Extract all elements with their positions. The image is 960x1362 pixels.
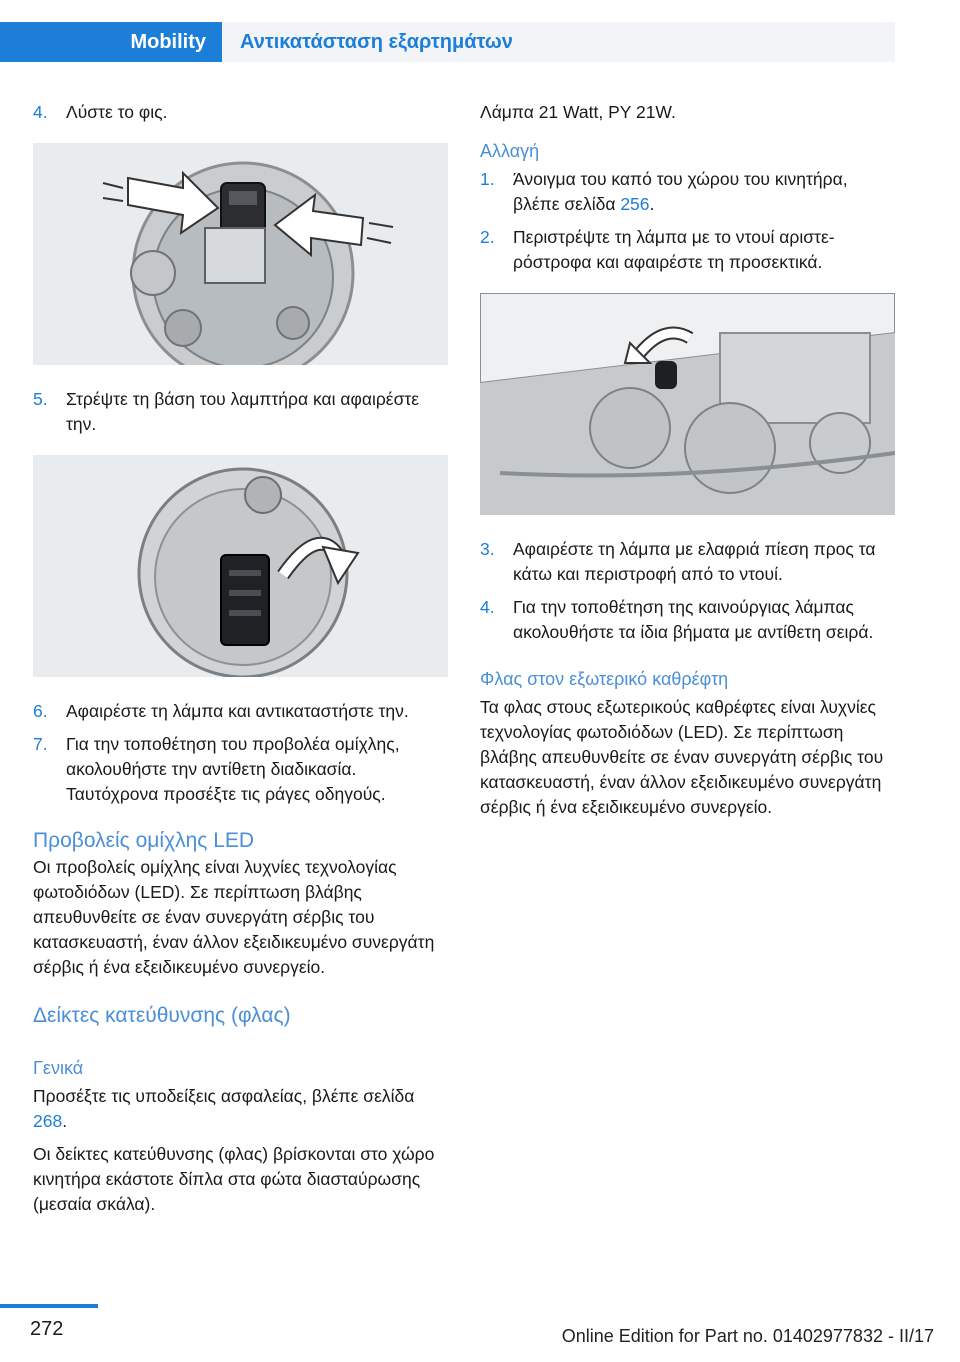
step-text: Άνοιγμα του καπό του χώρου του κινητήρα, βλέπε σελίδα 256. xyxy=(513,169,848,214)
page-link-256[interactable]: 256 xyxy=(620,194,650,214)
step-text: Για την τοποθέτηση του προβολέα ομίχλης, ακολουθήστε την αντίθετη διαδικασία. Ταυτόχρονα προσέξτε τις ράγες οδηγούς. xyxy=(66,734,400,804)
figure-engine-bay xyxy=(480,293,895,515)
step-number: 4. xyxy=(480,597,495,617)
mirror-signal-heading: Φλας στον εξωτερικό καθρέφτη xyxy=(480,669,729,689)
general-heading: Γενικά xyxy=(33,1058,84,1078)
step-number: 2. xyxy=(480,227,495,247)
connector-illustration xyxy=(33,143,448,365)
subsection-title: Αντικατάσταση εξαρτημάτων xyxy=(222,22,895,62)
step-text: Περιστρέψτε τη λάμπα με το ντουί αριστερόστροφα και αφαιρέστε τη προσεκτικά. xyxy=(513,227,835,272)
step-number: 5. xyxy=(33,389,48,409)
turn-signals-heading: Δείκτες κατεύθυνσης (φλας) xyxy=(33,1004,291,1027)
socket-illustration xyxy=(33,455,448,677)
step-2-rotate-bulb xyxy=(480,225,896,275)
step-number: 4. xyxy=(33,102,48,122)
step-3-remove-bulb xyxy=(480,537,896,587)
step-text: Για την τοποθέτηση της καινούργιας λάμπας ακολουθήστε τα ίδια βήματα με αντίθετη σειρά. xyxy=(513,597,874,642)
lamp-spec: Λάμπα 21 Watt, PY 21W. xyxy=(480,102,676,122)
step-text: Λύστε το φις. xyxy=(66,102,168,122)
footer-accent-bar xyxy=(0,1304,98,1308)
change-heading: Αλλαγή xyxy=(480,141,540,161)
step-number: 6. xyxy=(33,701,48,721)
step-4-unplug xyxy=(33,100,449,125)
step-1-open-hood xyxy=(480,167,896,217)
step-text: Στρέψτε τη βάση του λαμπτήρα και αφαιρέστε την. xyxy=(66,389,420,434)
right-column xyxy=(480,100,896,828)
mirror-signal-text: Τα φλας στους εξωτερικούς καθρέφτες είναι λυχνίες τεχνολογίας φωτοδιόδων (LED). Σε περίπτωση βλάβης απευθυνθείτε σε έναν συνεργάτη σέρβις του κατασκευαστή, έναν άλλον εξειδικευμένο συνεργάτη σέρβις ή ένα εξειδικευμένο συνεργείο. xyxy=(480,697,884,817)
turn-signal-location-text: Οι δείκτες κατεύθυνσης (φλας) βρίσκονται στο χώρο κινητήρα εκάστοτε δίπλα στα φώτα διασταύρωσης (μεσαία σκάλα). xyxy=(33,1144,435,1214)
step-number: 7. xyxy=(33,734,48,754)
fog-lights-text: Οι προβολείς ομίχλης είναι λυχνίες τεχνολογίας φωτοδιόδων (LED). Σε περίπτωση βλάβης απευθυνθείτε σε έναν συνεργάτη σέρβις του κατασκευαστή, έναν άλλον εξειδικευμένο συνεργάτη σέρβις ή ένα εξειδικευμένο συνεργείο. xyxy=(33,857,435,977)
edition-note: Online Edition for Part no. 01402977832 - II/17 xyxy=(561,1326,934,1346)
step-7-install xyxy=(33,732,449,807)
step-text: Αφαιρέστε τη λάμπα και αντικαταστήστε την. xyxy=(66,701,409,721)
step-text: Αφαιρέστε τη λάμπα με ελαφριά πίεση προς τα κάτω και περιστροφή από το ντουί. xyxy=(513,539,876,584)
section-tab: Mobility xyxy=(0,22,222,62)
step-number: 1. xyxy=(480,169,495,189)
step-number: 3. xyxy=(480,539,495,559)
step-5-rotate-socket xyxy=(33,387,449,437)
step-6-replace-bulb xyxy=(33,699,449,724)
general-text: Προσέξτε τις υποδείξεις ασφαλείας, βλέπε σελίδα 268. xyxy=(33,1086,415,1131)
fog-lights-heading: Προβολείς ομίχλης LED xyxy=(33,829,255,852)
page-header xyxy=(0,22,895,62)
left-column xyxy=(33,100,449,1225)
figure-unplug-connector xyxy=(33,143,448,365)
step-4-install-new-bulb xyxy=(480,595,896,645)
page-number: 272 xyxy=(30,1318,64,1340)
engine-bay-illustration xyxy=(480,293,895,515)
page-link-268[interactable]: 268 xyxy=(33,1111,63,1131)
figure-rotate-socket xyxy=(33,455,448,677)
